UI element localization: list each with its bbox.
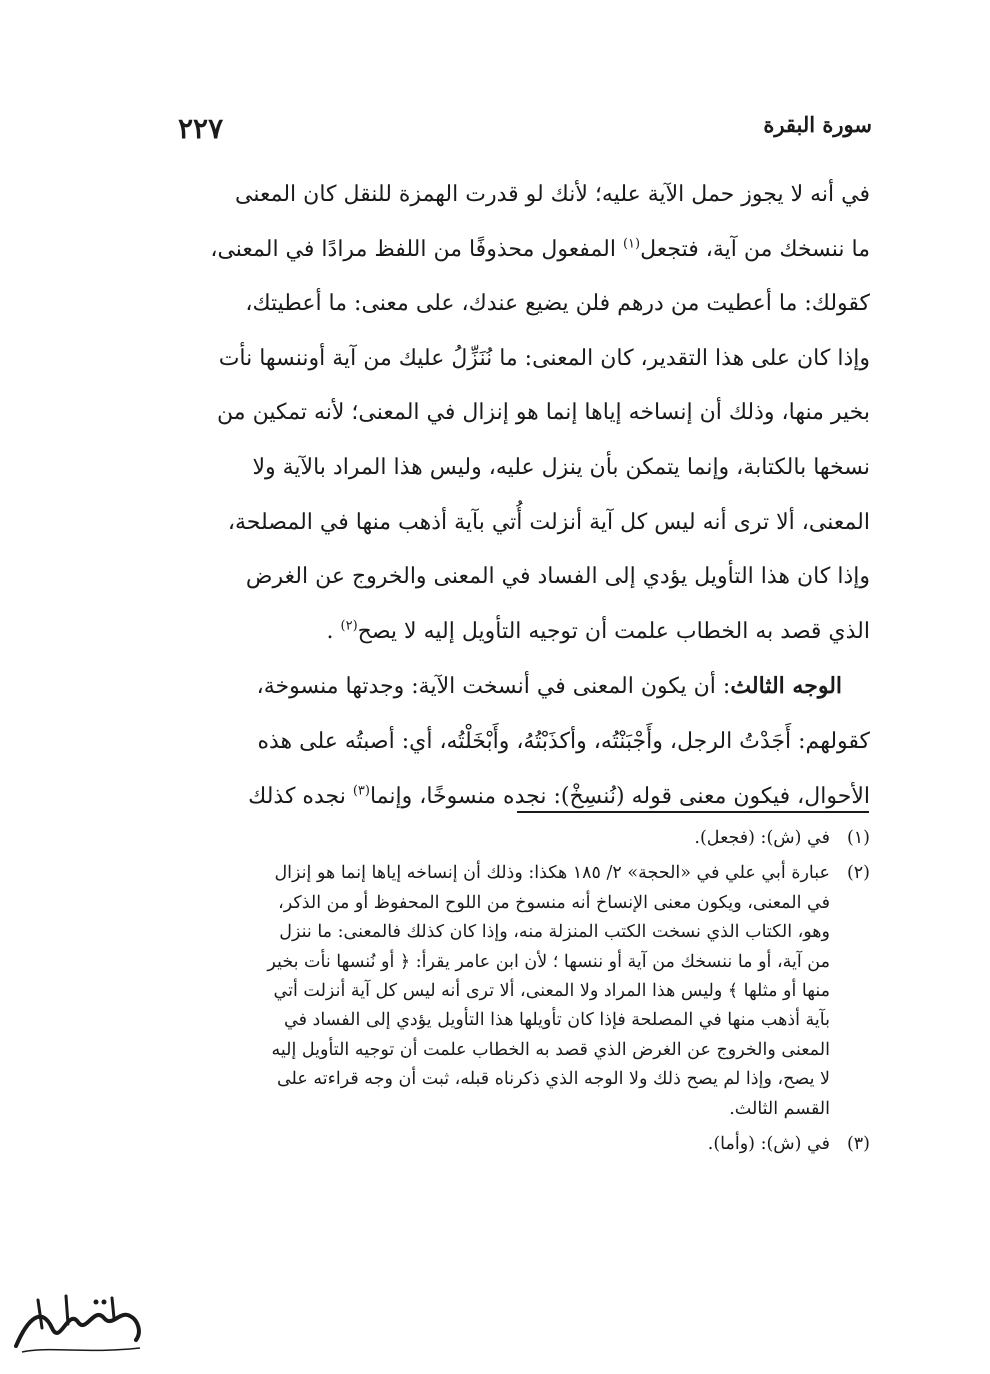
footnote-text: في (ش): (وأما). xyxy=(707,1134,830,1155)
text-line: كقولهم: أَجَدْتُ الرجل، وأَجْبَنْتُه، وأكذَبْتُهُ، وأَبْخَلْتُه، أي: أصبتُه على هذه xyxy=(257,728,870,754)
text-line: نسخها بالكتابة، وإنما يتمكن بأن ينزل عليه، وليس هذا المراد بالآية ولا xyxy=(252,454,870,480)
footnote-text: عبارة أبي علي في «الحجة» ٢/ ١٨٥ هكذا: وذلك أن إنساخه إياها إنما هو إنزال في المعنى، ويكون معنى الإنساخ أنه منسوخ من اللوح المحفوظ أو من الذكر، وهو، الكتاب الذي نسخت الكتب المنزلة منه، وإذا كان كذلك فالمعنى: ما ننزل من آية، أو ما ننسخك من آية أو ننسها ؛ لأن ابن عامر يقرأ: ﴿ أو نُنسها نأت بخير منها أو مثلها ﴾ وليس هذا المراد ولا المعنى، ألا ترى أنه ليس كل آية أنزلت أتي بآية أذهب منها في المصلحة فإذا كان تأويلها هذا التأويل يؤدي إلى الفساد في المعنى والخروج عن الغرض الذي قصد به الخطاب علمت أن توجيه التأويل إليه لا يصح، وإذا لم يصح ذلك ولا الوجه الذي ذكرناه قبله، ثبت أن وجه قراءته على القسم الثالث. xyxy=(267,863,830,1119)
main-text xyxy=(145,168,870,824)
page-number: ٢٢٧ xyxy=(178,112,224,145)
text-line: في أنه لا يجوز حمل الآية عليه؛ لأنك لو قدرت الهمزة للنقل كان المعنى xyxy=(235,182,870,207)
footnote-2 xyxy=(145,859,870,1124)
publisher-logo-stamp xyxy=(8,1288,150,1358)
text-line: وإذا كان على هذا التقدير، كان المعنى: ما نُنَزِّلُ عليك من آية أوننسها نأت xyxy=(218,345,870,371)
text-line: الأحوال، فيكون معنى قوله (نُنسِخْ): نجده منسوخًا، وإنما$^{(٣)}$ نجده كذلك xyxy=(248,783,870,809)
footnote-ref-2[interactable]: (٢) xyxy=(340,618,358,634)
surah-title: سورة البقرة xyxy=(763,112,872,137)
text-line: الذي قصد به الخطاب علمت أن توجيه التأويل إليه لا يصح$^{(٢)}$ . xyxy=(326,618,870,644)
footnote-number: (٣) xyxy=(846,1134,870,1155)
footnote-3 xyxy=(145,1130,870,1159)
text-line: بخير منها، وذلك أن إنساخه إياها إنما هو إنزال في المعنى؛ لأنه تمكين من xyxy=(217,400,870,426)
footnote-number: (١) xyxy=(846,828,870,848)
footnote-number: (٢) xyxy=(846,863,870,884)
text-line: وإذا كان هذا التأويل يؤدي إلى الفساد في المعنى والخروج عن الغرض xyxy=(245,564,870,590)
text-line: المعنى، ألا ترى أنه ليس كل آية أنزلت أُتي بآية أذهب منها في المصلحة، xyxy=(227,509,870,535)
footnote-1 xyxy=(145,824,870,853)
text-line: كقولك: ما أعطيت من درهم فلن يضيع عندك، على معنى: ما أعطيتك، xyxy=(245,291,870,317)
section-lead: الوجه الثالث xyxy=(730,673,843,700)
footnote-ref-1[interactable]: (١) xyxy=(622,236,641,252)
paragraph-1 xyxy=(145,168,870,659)
footnote-divider xyxy=(517,811,869,813)
footnotes xyxy=(145,824,870,1165)
text-line: الوجه الثالث: أن يكون المعنى في أنسخت الآية: وجدتها منسوخة، xyxy=(256,673,843,700)
text-line: ما ننسخك من آية، فتجعل$^{(١)}$ المفعول محذوفًا من اللفظ مرادًا في المعنى، xyxy=(210,236,870,262)
paragraph-2 xyxy=(145,659,870,824)
footnote-ref-3[interactable]: (٣) xyxy=(352,783,370,799)
footnote-text: في (ش): (فجعل). xyxy=(694,828,830,848)
